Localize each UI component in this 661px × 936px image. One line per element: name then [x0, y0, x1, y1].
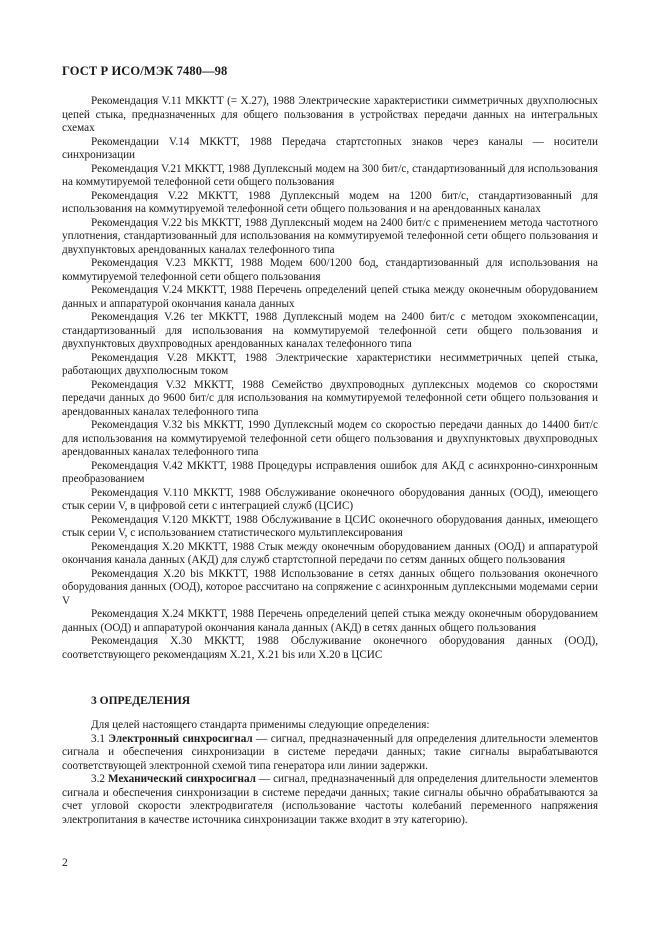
reference-item: Рекомендация V.110 МККТТ, 1988 Обслуживание оконечного оборудования данных (ООД), имеющего стык серии V, в цифровой сети с интеграцией служб (ЦСИС) [62, 486, 598, 512]
definitions-intro: Для целей настоящего стандарта применимы следующие определения: [91, 719, 430, 731]
reference-item: Рекомендация Х.24 МККТТ, 1988 Перечень определений цепей стыка между оконечным оборудованием данных (ООД) и аппаратурой окончания канала данных (АКД) в сетях данных общего пользования [62, 608, 598, 634]
reference-item: Рекомендация V.22 bis МККТТ, 1988 Дуплексный модем на 2400 бит/с с применением метода частотного уплотнения, стандартизованный для использования на коммутируемой телефонной сети общего пользования и двухпунктовых арендованных каналах телефонного типа [62, 216, 598, 256]
references-list [62, 95, 598, 662]
definitions-block [62, 719, 598, 827]
reference-item: Рекомендация Х.20 bis МККТТ, 1988 Использование в сетях данных общего пользования оконечного оборудования данных (ООД), которое рассчитано на сопряжение с асинхронным дуплексными модемами серии V [62, 567, 598, 607]
definition-item [62, 733, 598, 774]
reference-item: Рекомендации V.14 МККТТ, 1988 Передача стартстопных знаков через каналы — носители синхронизации [62, 135, 598, 161]
reference-item: Рекомендация Х.30 МККТТ, 1988 Обслуживание оконечного оборудования данных (ООД), соответствующего рекомендациям Х.21, Х.21 bis или Х.20 в ЦСИС [62, 635, 598, 661]
reference-item: Рекомендация V.120 МККТТ, 1988 Обслуживание в ЦСИС оконечного оборудования данных, имеющего стык серии V, с использованием статистического мультиплексирования [62, 513, 598, 539]
reference-item: Рекомендация V.22 МККТТ, 1988 Дуплексный модем на 1200 бит/с, стандартизованный для использования на коммутируемой телефонной сети общего пользования и на арендованных каналах [62, 189, 598, 215]
reference-item: Рекомендация Х.20 МККТТ, 1988 Стык между оконечным оборудованием данных (ООД) и аппаратурой окончания канала данных (АКД) для служб стартстопной передачи по сетям данных общего пользования [62, 540, 598, 566]
reference-item: Рекомендация V.28 МККТТ, 1988 Электрические характеристики несимметричных цепей стыка, работающих двухполюсным током [62, 351, 598, 377]
reference-item: Рекомендация V.26 ter МККТТ, 1988 Дуплексный модем на 2400 бит/с с методом эхокомпенсации, стандартизованный для использования на коммутируемой телефонной сети общего пользования и двухпунктовых двухпроводных арендованных каналах телефонного типа [62, 311, 598, 350]
reference-item: Рекомендация V.21 МККТТ, 1988 Дуплексный модем на 300 бит/с, стандартизованный для использования на коммутируемой телефонной сети общего пользования [62, 162, 598, 188]
definition-number: 3.1 [91, 732, 105, 745]
definition-text: — сигнал, предназначенный для определения длительности элементов сигнала и обеспечения синхронизации в системе передачи данных; такие сигналы вырабатываются соответствующей электронной схемой типа генератора или линии задержки. [62, 732, 598, 772]
definition-text: — сигнал, предназначенный для определения длительности элементов сигнала и обеспечения синхронизации в системе передачи данных; такие сигналы обычно обрабатываются за счет угловой скорости электродвигателя (использование частоты колебаний переменного напряжения электропитания в качестве источника синхронизации также входит в эту категорию). [62, 773, 598, 826]
section-title: 3 ОПРЕДЕЛЕНИЯ [91, 695, 191, 707]
definition-term: Механический синхросигнал [107, 773, 256, 785]
page-number: 2 [62, 857, 68, 869]
reference-item: Рекомендация V.23 МККТТ, 1988 Модем 600/1200 бод, стандартизованный для использования на коммутируемой телефонной сети общего пользования [62, 257, 598, 283]
reference-item: Рекомендация V.42 МККТТ, 1988 Процедуры исправления ошибок для АКД с асинхронно-синхронным преобразованием [62, 459, 598, 485]
definition-item [62, 773, 598, 827]
reference-item: Рекомендация V.32 МККТТ, 1988 Семейство двухпроводных дуплексных модемов со скоростями передачи данных до 9600 бит/с для использования на коммутируемой телефонной сети общего пользования и арендованных каналах телефонного типа [62, 378, 598, 418]
reference-item: Рекомендация V.32 bis МККТТ, 1990 Дуплексный модем со скоростью передачи данных до 14400 бит/с для использования на коммутируемой телефонной сети общего пользования и двухпунктовых двухпроводных арендованных каналах телефонного типа [62, 419, 598, 458]
reference-item: Рекомендация V.24 МККТТ, 1988 Перечень определений цепей стыка между оконечным оборудованием данных и аппаратурой окончания канала данных [62, 284, 598, 310]
reference-item: Рекомендация V.11 МККТТ (= Х.27), 1988 Электрические характеристики симметричных двухполюсных цепей стыка, предназначенных для общего пользования в устройствах передачи данных на интегральных схемах [62, 95, 598, 134]
definition-number: 3.2 [91, 773, 105, 785]
document-header: ГОСТ Р ИСО/МЭК 7480—98 [62, 64, 228, 78]
definition-term: Электронный синхросигнал [108, 732, 253, 745]
